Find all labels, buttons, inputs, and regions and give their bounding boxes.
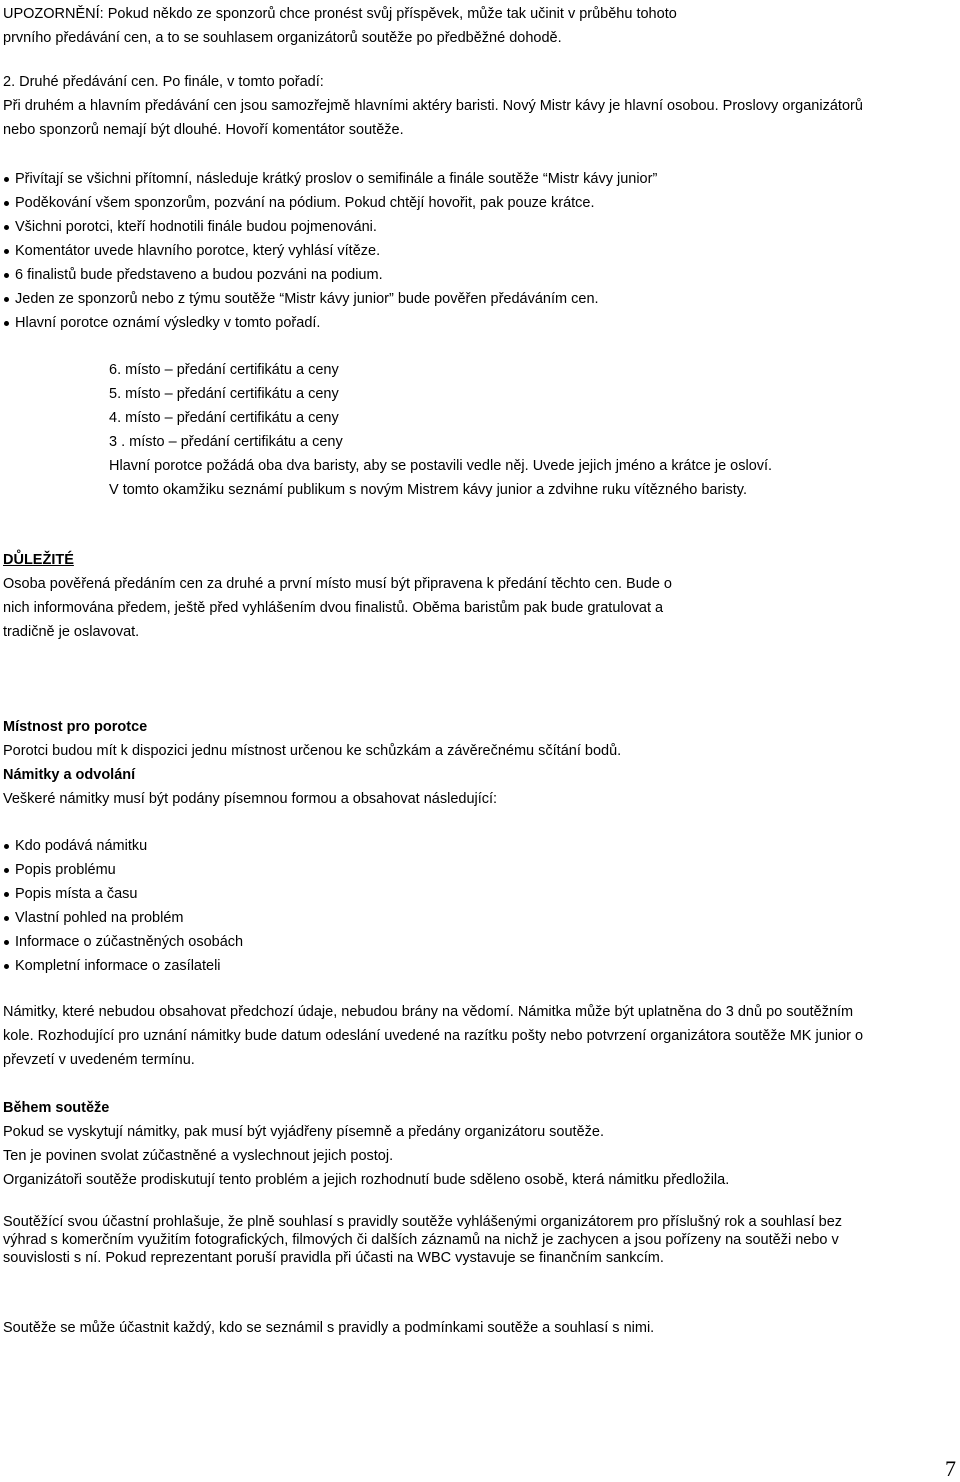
section-heading: Námitky a odvolání <box>3 767 136 783</box>
list-item: Všichni porotci, kteří hodnotili finále budou pojmenováni. <box>3 215 953 239</box>
list-item: Hlavní porotce oznámí výsledky v tomto pořadí. <box>3 311 953 335</box>
list-item: 6 finalistů bude představeno a budou pozváni na podium. <box>3 263 953 287</box>
section-heading: Místnost pro porotce <box>3 719 148 735</box>
paragraph-line: Soutěže se může účastnit každý, kdo se seznámil s pravidly a podmínkami soutěže a souhlasí s nimi. <box>3 1320 655 1336</box>
paragraph-line: výhrad s komerčním využitím fotografických, filmových či dalších záznamů na nichž je zachycen a jsou pořízeny na soutěži nebo v <box>3 1232 839 1248</box>
paragraph-line: nich informována předem, ještě před vyhlášením dvou finalistů. Oběma baristům pak bude gratulovat a <box>3 600 664 616</box>
list-item: 4. místo – předání certifikátu a ceny <box>109 410 339 426</box>
objections-paragraph <box>3 1000 953 1072</box>
warning-paragraph <box>3 2 953 50</box>
final-note <box>3 1316 953 1340</box>
paragraph-line: Ten je povinen svolat zúčastněné a vyslechnout jejich postoj. <box>3 1148 394 1164</box>
paragraph-line: převzetí v uvedeném termínu. <box>3 1052 195 1068</box>
paragraph-line: Pokud se vyskytují námitky, pak musí být vyjádřeny písemně a předány organizátoru soutěže. <box>3 1124 604 1140</box>
paragraph-line: Organizátoři soutěže prodiskutují tento problém a jejich rozhodnutí bude sděleno osobě, která námitku předložila. <box>3 1172 730 1188</box>
during-section <box>3 1096 953 1192</box>
list-item: Informace o zúčastněných osobách <box>3 930 953 954</box>
list-item: Jeden ze sponzorů nebo z týmu soutěže “Mistr kávy junior” bude pověřen předáváním cen. <box>3 287 953 311</box>
list-item: 5. místo – předání certifikátu a ceny <box>109 386 339 402</box>
paragraph-line: souvislosti s ní. Pokud reprezentant poruší pravidla při účasti na WBC vystavuje se finančním sankcím. <box>3 1250 664 1266</box>
list-item: 6. místo – předání certifikátu a ceny <box>109 362 339 378</box>
list-item: Komentátor uvede hlavního porotce, který vyhlásí vítěze. <box>3 239 953 263</box>
paragraph-line: kole. Rozhodující pro uznání námitky bude datum odeslání uvedené na razítku pošty nebo potvrzení organizátora soutěže MK junior o <box>3 1028 864 1044</box>
paragraph-line: Osoba pověřená předáním cen za druhé a první místo musí být připravena k předání těchto cen. Bude o <box>3 576 672 592</box>
judges-room-section <box>3 715 953 811</box>
important-section <box>3 548 953 644</box>
places-list <box>109 358 949 502</box>
paragraph-line: Soutěžící svou účastní prohlašuje, že plně souhlasí s pravidly soutěže vyhlášenými organizátorem pro příslušný rok a souhlasí bez <box>3 1214 843 1230</box>
paragraph-line: tradičně je oslavovat. <box>3 624 140 640</box>
second-ceremony-section <box>3 70 953 142</box>
paragraph-line: Námitky, které nebudou obsahovat předchozí údaje, nebudou brány na vědomí. Námitka může být uplatněna do 3 dnů po soutěžním <box>3 1004 854 1020</box>
list-item: V tomto okamžiku seznámí publikum s novým Mistrem kávy junior a zdvihne ruku vítězného baristy. <box>109 482 747 498</box>
paragraph-line: Veškeré námitky musí být podány písemnou formou a obsahovat následující: <box>3 791 498 807</box>
list-item: Vlastní pohled na problém <box>3 906 953 930</box>
section-heading: DŮLEŽITÉ <box>3 552 74 568</box>
list-item: Kompletní informace o zasílateli <box>3 954 953 978</box>
page-number: 7 <box>945 1456 956 1481</box>
warning-line: UPOZORNĚNÍ: Pokud někdo ze sponzorů chce pronést svůj příspěvek, může tak učinit v průběhu tohoto <box>3 6 677 22</box>
section-heading: 2. Druhé předávání cen. Po finále, v tomto pořadí: <box>3 74 324 90</box>
ceremony-bullet-list <box>3 167 953 335</box>
paragraph-line: nebo sponzorů nemají být dlouhé. Hovoří komentátor soutěže. <box>3 122 404 138</box>
list-item: 3 . místo – předání certifikátu a ceny <box>109 434 343 450</box>
list-item: Popis problému <box>3 858 953 882</box>
section-heading: Během soutěže <box>3 1100 110 1116</box>
consent-paragraph <box>3 1213 953 1267</box>
list-item: Poděkování všem sponzorům, pozvání na pódium. Pokud chtějí hovořit, pak pouze krátce. <box>3 191 953 215</box>
paragraph-line: Při druhém a hlavním předávání cen jsou samozřejmě hlavními aktéry baristi. Nový Mistr kávy je hlavní osobou. Proslovy organizátorů <box>3 98 863 114</box>
list-item: Kdo podává námitku <box>3 834 953 858</box>
list-item: Přivítají se všichni přítomní, následuje krátký proslov o semifinále a finále soutěže “Mistr kávy junior” <box>3 167 953 191</box>
list-item: Hlavní porotce požádá oba dva baristy, aby se postavili vedle něj. Uvede jejich jméno a krátce je osloví. <box>109 458 773 474</box>
warning-line: prvního předávání cen, a to se souhlasem organizátorů soutěže po předběžné dohodě. <box>3 30 562 46</box>
objection-bullet-list <box>3 834 953 978</box>
paragraph-line: Porotci budou mít k dispozici jednu místnost určenou ke schůzkám a závěrečnému sčítání bodů. <box>3 743 622 759</box>
list-item: Popis místa a času <box>3 882 953 906</box>
